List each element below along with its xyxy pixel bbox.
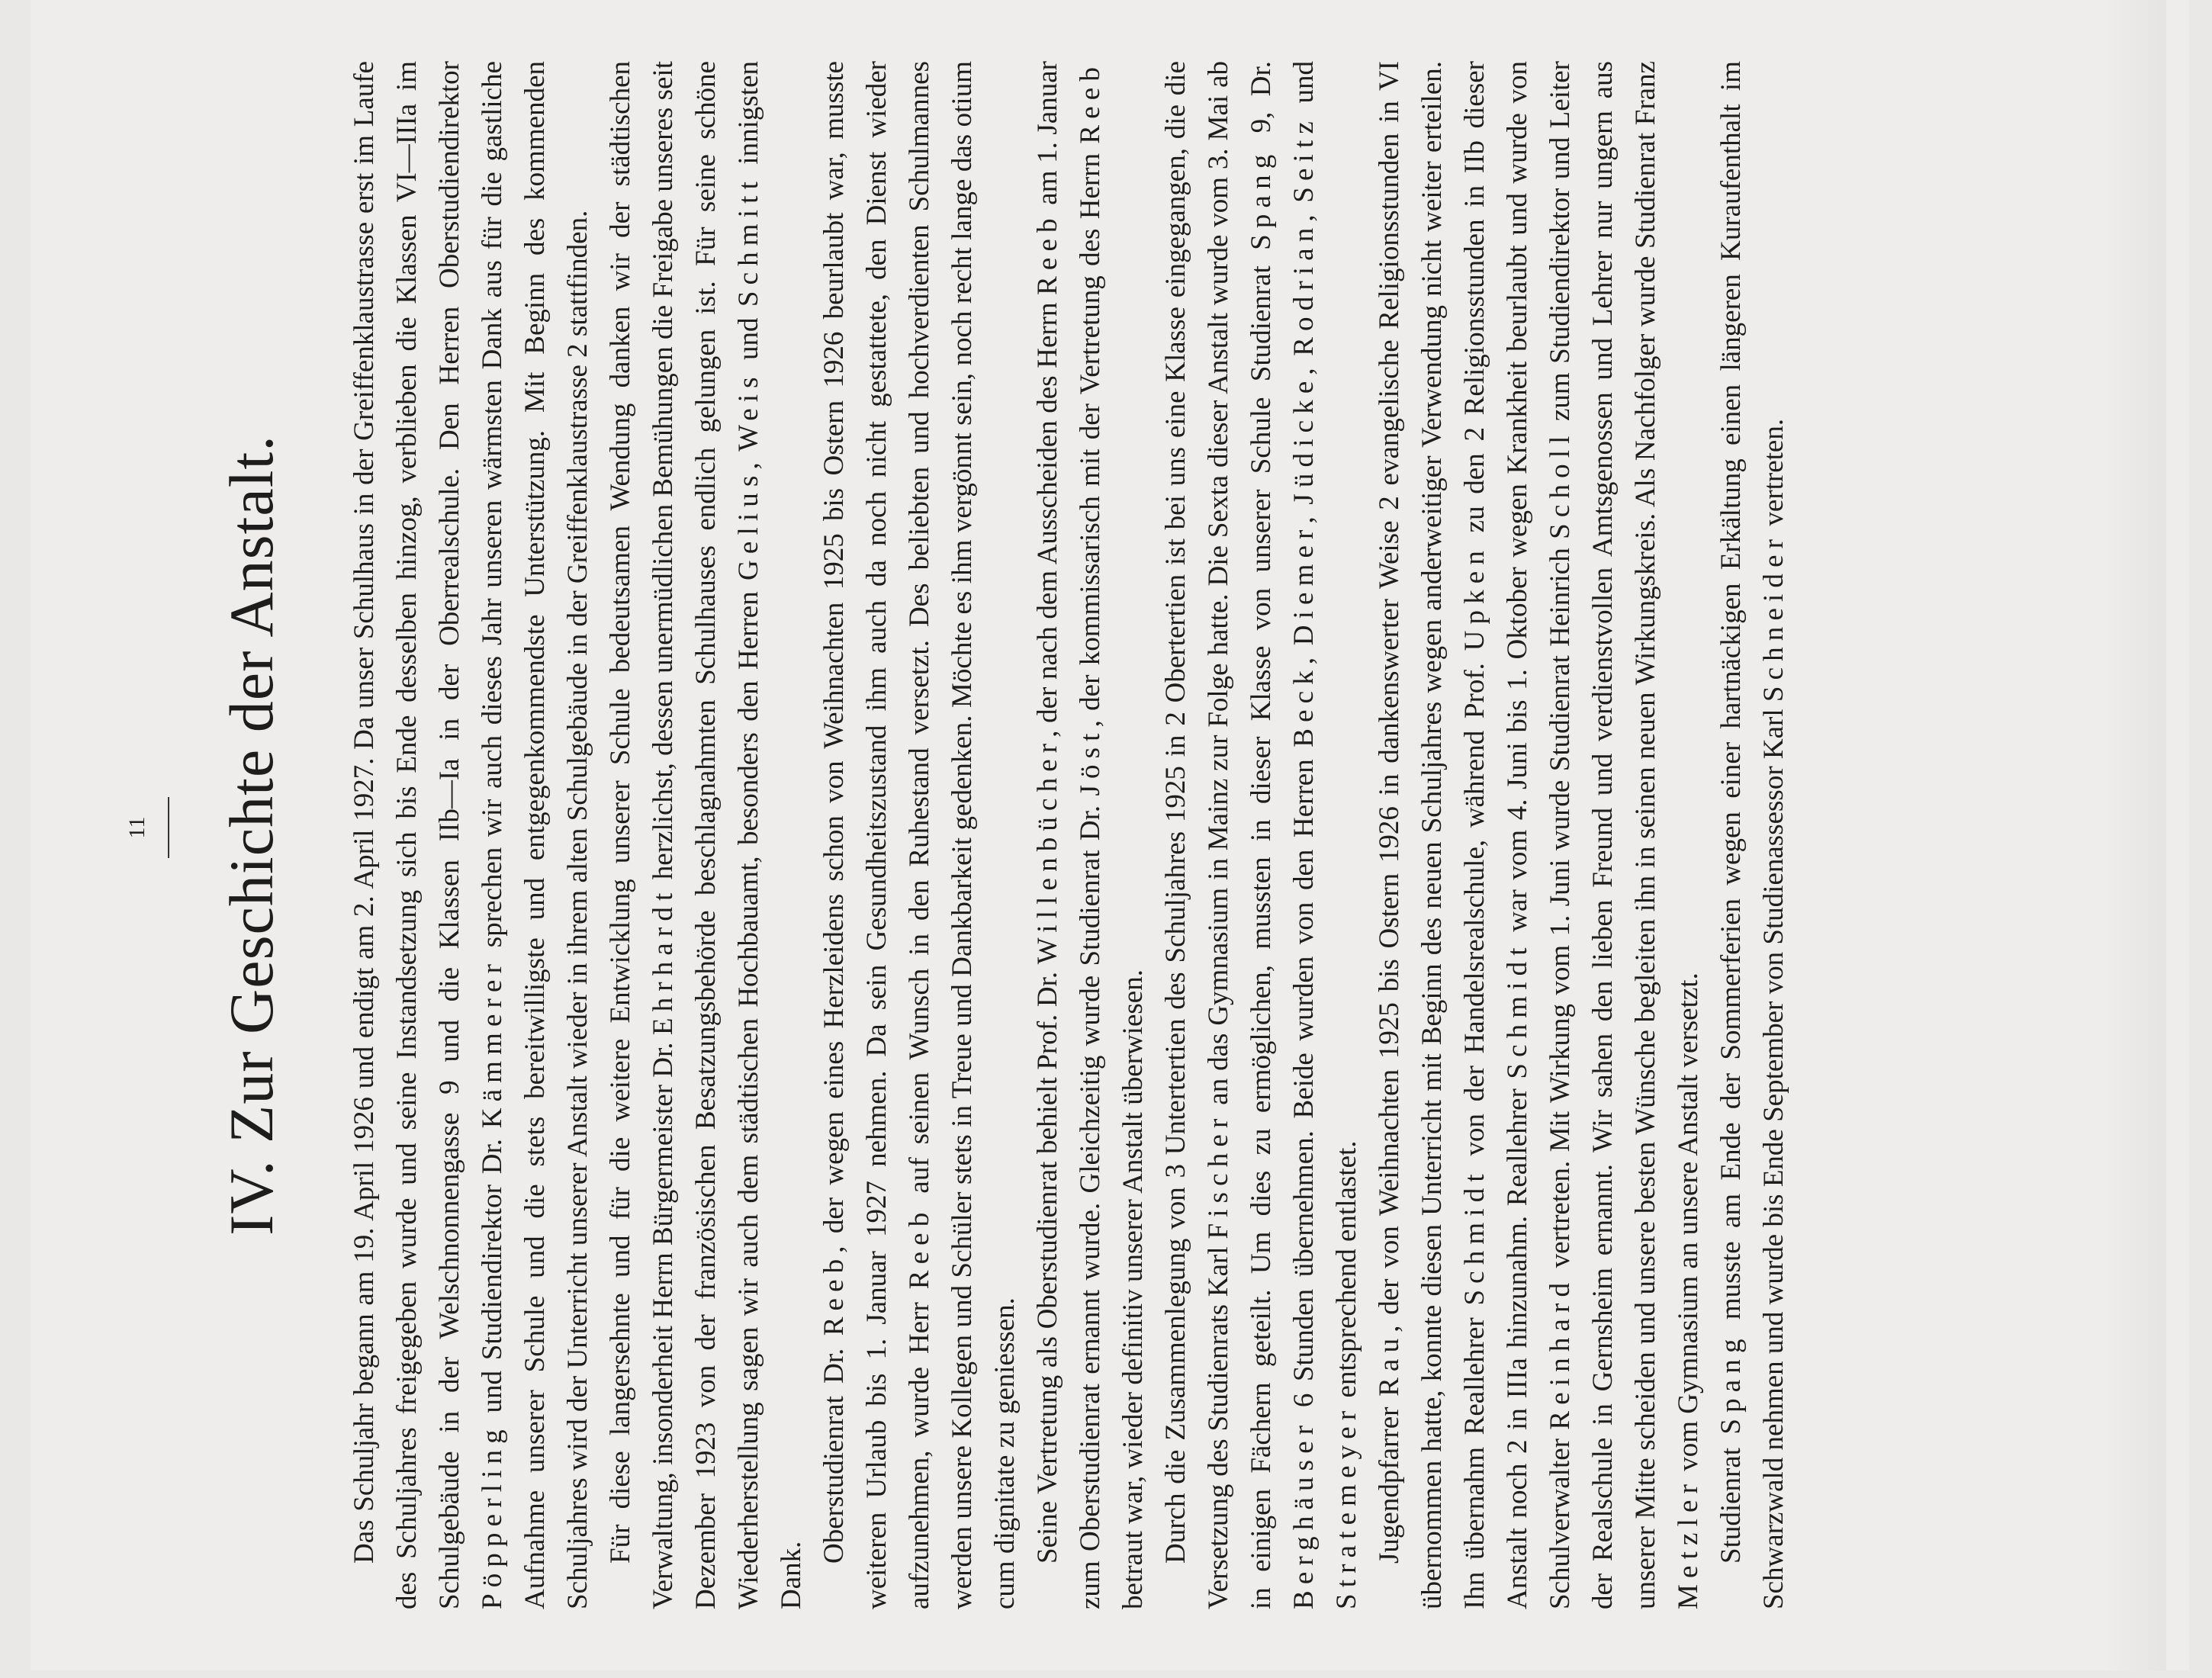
spaced-name: Kämmerer (477, 957, 508, 1129)
paragraph (1027, 61, 1155, 1609)
paragraph (343, 61, 600, 1609)
spaced-name: Reinhard (1545, 1276, 1576, 1430)
paragraph (600, 61, 813, 1609)
text-run: und Studiendirektor Dr. (477, 1128, 508, 1424)
text-run: Seine Vertretung als Oberstudienrat behielt Prof. Dr. (1032, 964, 1063, 1564)
text-run: , (1288, 355, 1320, 375)
paragraph (1368, 61, 1710, 1609)
spaced-name: Schmidt (1502, 941, 1533, 1079)
text-run: 6 Stunden übernehmen. Beide wurden von den Herren (1288, 747, 1320, 1419)
spaced-name: Spang (1246, 148, 1277, 250)
page-number: 11 (124, 816, 150, 839)
spaced-name: Fischer (1203, 1112, 1234, 1239)
text-run: zu den 2 Religionsstunden in IIb dieser Anstalt noch 2 in IIIa hinzunahm. Reallehrer (1459, 61, 1533, 1609)
spaced-name: Pöpperling (477, 1423, 508, 1609)
spaced-name: Beck (1288, 664, 1320, 747)
text-run: betraut war, wieder definitiv unserer Anstalt überwiesen. (1117, 969, 1149, 1609)
spaced-name: Reeb (1032, 212, 1063, 295)
spaced-name: Weis (733, 371, 764, 452)
text-run: , (1288, 202, 1320, 222)
paragraph (1710, 61, 1796, 1609)
rotated-page-content (122, 61, 2075, 1609)
text-run: Das Schuljahr begann am 19. April 1926 und endigt am 2. April 1927. Da unser Schulhaus in der Greiffenklaustrasse erst im Laufe des Schuljahres freigegeben wurde und seine Instandsetzung sich bis Ende desselben hinzog, verblieben die Klassen VI—IIIa im Schulgebäude in der Welschnonnengasse 9 und die Klassen IIb—Ia in der Oberrealschule. Den Herren Oberstudiendirektor (349, 61, 465, 1609)
text-run: und (733, 307, 764, 371)
show-through-shadow (2105, 0, 2166, 1670)
spaced-name: Seitz (1288, 115, 1320, 203)
spaced-name: Stratemeyer (1331, 1404, 1362, 1609)
text-run: , (1288, 504, 1320, 524)
spaced-name: Reeb (1075, 61, 1106, 144)
text-run: , der von Weihnachten 1925 bis Ostern 1926 in dankenswerter Weise 2 evangelische Religionsstunden in VI übernommen hatte, konnte diesen Unterricht mit Beginn des neuen Schuljahres wegen anderweitiger Verwendung nicht weiter erteilen. Ihn übernahm Reallehrer (1374, 60, 1490, 1609)
spaced-name: Diemer (1288, 523, 1320, 646)
text-run: an das Gymnasium in Mainz zur Folge hatte. Die Sexta dieser Anstalt wurde vom 3. Mai ab in einigen Fächern geteilt. Um dies zu ermöglichen, mussten in dieser Klasse von unserer Schule Studienrat (1203, 61, 1277, 1609)
text-run: entsprechend entlastet. (1331, 1140, 1362, 1405)
text-run: Für diese langersehnte und für die weitere Entwicklung unserer Schule bedeutsamen Wendung danken wir der städtischen Verwaltung, insonderheit Herrn Bürgermeister Dr. (605, 61, 679, 1609)
spaced-name: Jüdicke (1288, 374, 1320, 505)
text-run: sprechen wir auch dieses Jahr unseren wärmsten Dank aus für die gastliche Aufnahme unserer Schule und die stets bereitwilligste und entgegenkommendste Unterstützung. Mit Beginn des kommenden Schuljahres wird der Unterricht unserer Anstalt wieder in ihrem alten Schulgebäude in der Greiffenklaustrasse 2 stattfinden. (477, 60, 593, 1609)
text-run: innigsten Dank. (733, 61, 807, 1609)
spaced-name: Rau (1374, 1332, 1405, 1397)
text-run: , der nach dem Ausscheiden des Herrn (1032, 294, 1063, 738)
text-run: , (1288, 645, 1320, 665)
text-run: , (733, 451, 764, 470)
text-run: vom Gymnasium an unsere Anstalt versetzt. (1673, 972, 1704, 1478)
text-run: 9, Dr. (1246, 60, 1277, 149)
spaced-name: Schmitt (733, 175, 764, 307)
chapter-title: IV. Zur Geschichte der Anstalt. (217, 435, 286, 1236)
spaced-name: Ehrhardt (648, 886, 679, 1036)
spaced-name: Jöst (1075, 727, 1106, 796)
text-run: zum Studiendirektor und Leiter der Realschule in Gernsheim ernannt. Wir sahen den lieben Freund und verdienstvollen Amtsgenossen und Lehrer nur ungern aus unserer Mitte scheiden und unsere besten Wünsche begleiten ihn in seinen neuen Wirkungskreis. Als Nachfolger wurde Studienrat Franz (1545, 61, 1661, 1609)
spaced-name: Reeb (904, 1206, 935, 1290)
spaced-name: Willenbücher (1032, 737, 1063, 965)
text-run: von der Handelsrealschule, während Prof. (1459, 651, 1490, 1168)
spaced-name: Schneider (1758, 532, 1789, 702)
text-run: Oberstudienrat Dr. (818, 1336, 850, 1564)
text-run: herzlichst, dessen unermüdlichen Bemühungen die Freigabe unseres seit Dezember 1923 von der französischen Besatzungsbehörde beschlagnahmten Schulhauses endlich gelungen ist. Für seine schöne Wiederherstellung sagen wir auch dem städtischen Hochbauamt, besonders den Herren (648, 60, 764, 1609)
spaced-name: Scholl (1545, 429, 1576, 539)
spaced-name: Upken (1459, 545, 1490, 651)
text-run: und (1288, 60, 1320, 116)
chapter-body (343, 61, 1796, 1609)
text-run: auf seinen Wunsch in den Ruhestand versetzt. Des beliebten und hochverdienten Schulmannes werden unsere Kollegen und Schüler stets in Treue und Dankbarkeit gedenken. Möchte es ihm vergönnt sein, noch recht lange das otium cum dignitate zu geniessen. (904, 61, 1021, 1609)
text-run: vertreten. (1758, 418, 1789, 533)
spaced-name: Reeb (818, 1252, 850, 1336)
text-run: , der kommissarisch mit der Vertretung des Herrn (1075, 143, 1106, 728)
spaced-name: Berghäuser (1288, 1419, 1320, 1609)
text-run: Durch die Zusammenlegung von 3 Untertertien des Schuljahres 1925 in 2 Obertertien ist bei uns eine Klasse eingegangen, die die Versetzung des Studienrats Karl (1160, 61, 1234, 1609)
paragraph (813, 61, 1027, 1609)
paragraph (1155, 61, 1368, 1609)
spaced-name: Spang (1715, 1332, 1747, 1435)
text-run: Jugendpfarrer (1374, 1396, 1405, 1564)
spaced-name: Schmidt (1459, 1168, 1490, 1306)
text-run: , der wegen eines Herzleidens schon von Weihnachten 1925 bis Ostern 1926 beurlaubt war, musste weiteren Urlaub bis 1. Januar 1927 nehmen. Da sein Gesundheitszustand ihm auch da noch nicht gestattete, den Dienst wieder aufzunehmen, wurde Herr (818, 61, 935, 1609)
text-run: musste am Ende der Sommerferien wegen einer hartnäckigen Erkältung einen längeren Kuraufenthalt im Schwarzwald nehmen und wurde bis Ende September von Studienassessor Karl (1715, 61, 1789, 1609)
spaced-name: Gelius (733, 469, 764, 580)
text-run: vertreten. Mit Wirkung vom 1. Juni wurde Studienrat Heinrich (1545, 538, 1576, 1277)
spaced-name: Metzler (1673, 1477, 1704, 1609)
text-run: Studienrat (1715, 1434, 1747, 1564)
spaced-name: Rodrian (1288, 221, 1320, 356)
text-run: am 1. Januar zum Oberstudienrat ernannt wurde. Gleichzeitig wurde Studienrat Dr. (1032, 61, 1106, 1609)
text-run: war vom 4. Juni bis 1. Oktober wegen Krankheit beurlaubt und wurde von Schulverwalter (1502, 61, 1576, 1609)
page-number-rule (168, 797, 169, 858)
